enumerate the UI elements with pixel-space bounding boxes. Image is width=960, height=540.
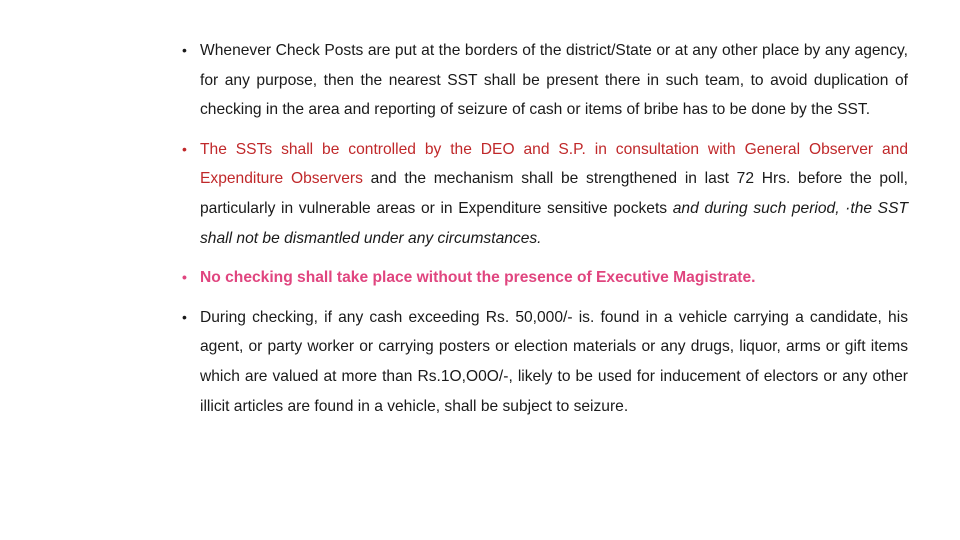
bullet-list	[180, 36, 908, 431]
bullet-text-red: The SSTs shall be controlled by the DEO and S.P. in consultation with General Observer and Expenditure Observers	[200, 140, 908, 188]
bullet-sst-control	[180, 135, 908, 253]
bullet-text-plain: and the mechanism shall be strengthened in last 72 Hrs. before the poll, particularly in vulnerable areas or in Expenditure sensitive pockets	[200, 170, 908, 217]
bullet-text-italic: and during such period, ·the SST shall not be dismantled under any circumstances.	[200, 199, 909, 247]
bullet-check-posts	[180, 36, 908, 125]
bullet-text: No checking shall take place without the presence of Executive Magistrate.	[200, 269, 756, 287]
bullet-text: Whenever Check Posts are put at the borders of the district/State or at any other place by any agency, for any purpose, then the nearest SST shall be present there in such team, to avoid duplication of checking in the area and reporting of seizure of cash or items of bribe has to be done by the SST.	[200, 42, 908, 119]
bullet-text: During checking, if any cash exceeding Rs. 50,000/- is. found in a vehicle carrying a candidate, his agent, or party worker or carrying posters or election materials or any drugs, liquor, arms or gift items which are valued at more than Rs.1O,O0O/-, likely to be used for inducement of electors or any other illicit articles are found in a vehicle, shall be subject to seizure.	[200, 308, 908, 415]
bullet-icon: •	[182, 42, 187, 58]
bullet-icon: •	[182, 269, 187, 286]
bullet-icon: •	[182, 140, 187, 157]
bullet-icon: •	[182, 308, 187, 325]
bullet-seizure	[180, 303, 908, 421]
bullet-magistrate	[180, 263, 908, 293]
